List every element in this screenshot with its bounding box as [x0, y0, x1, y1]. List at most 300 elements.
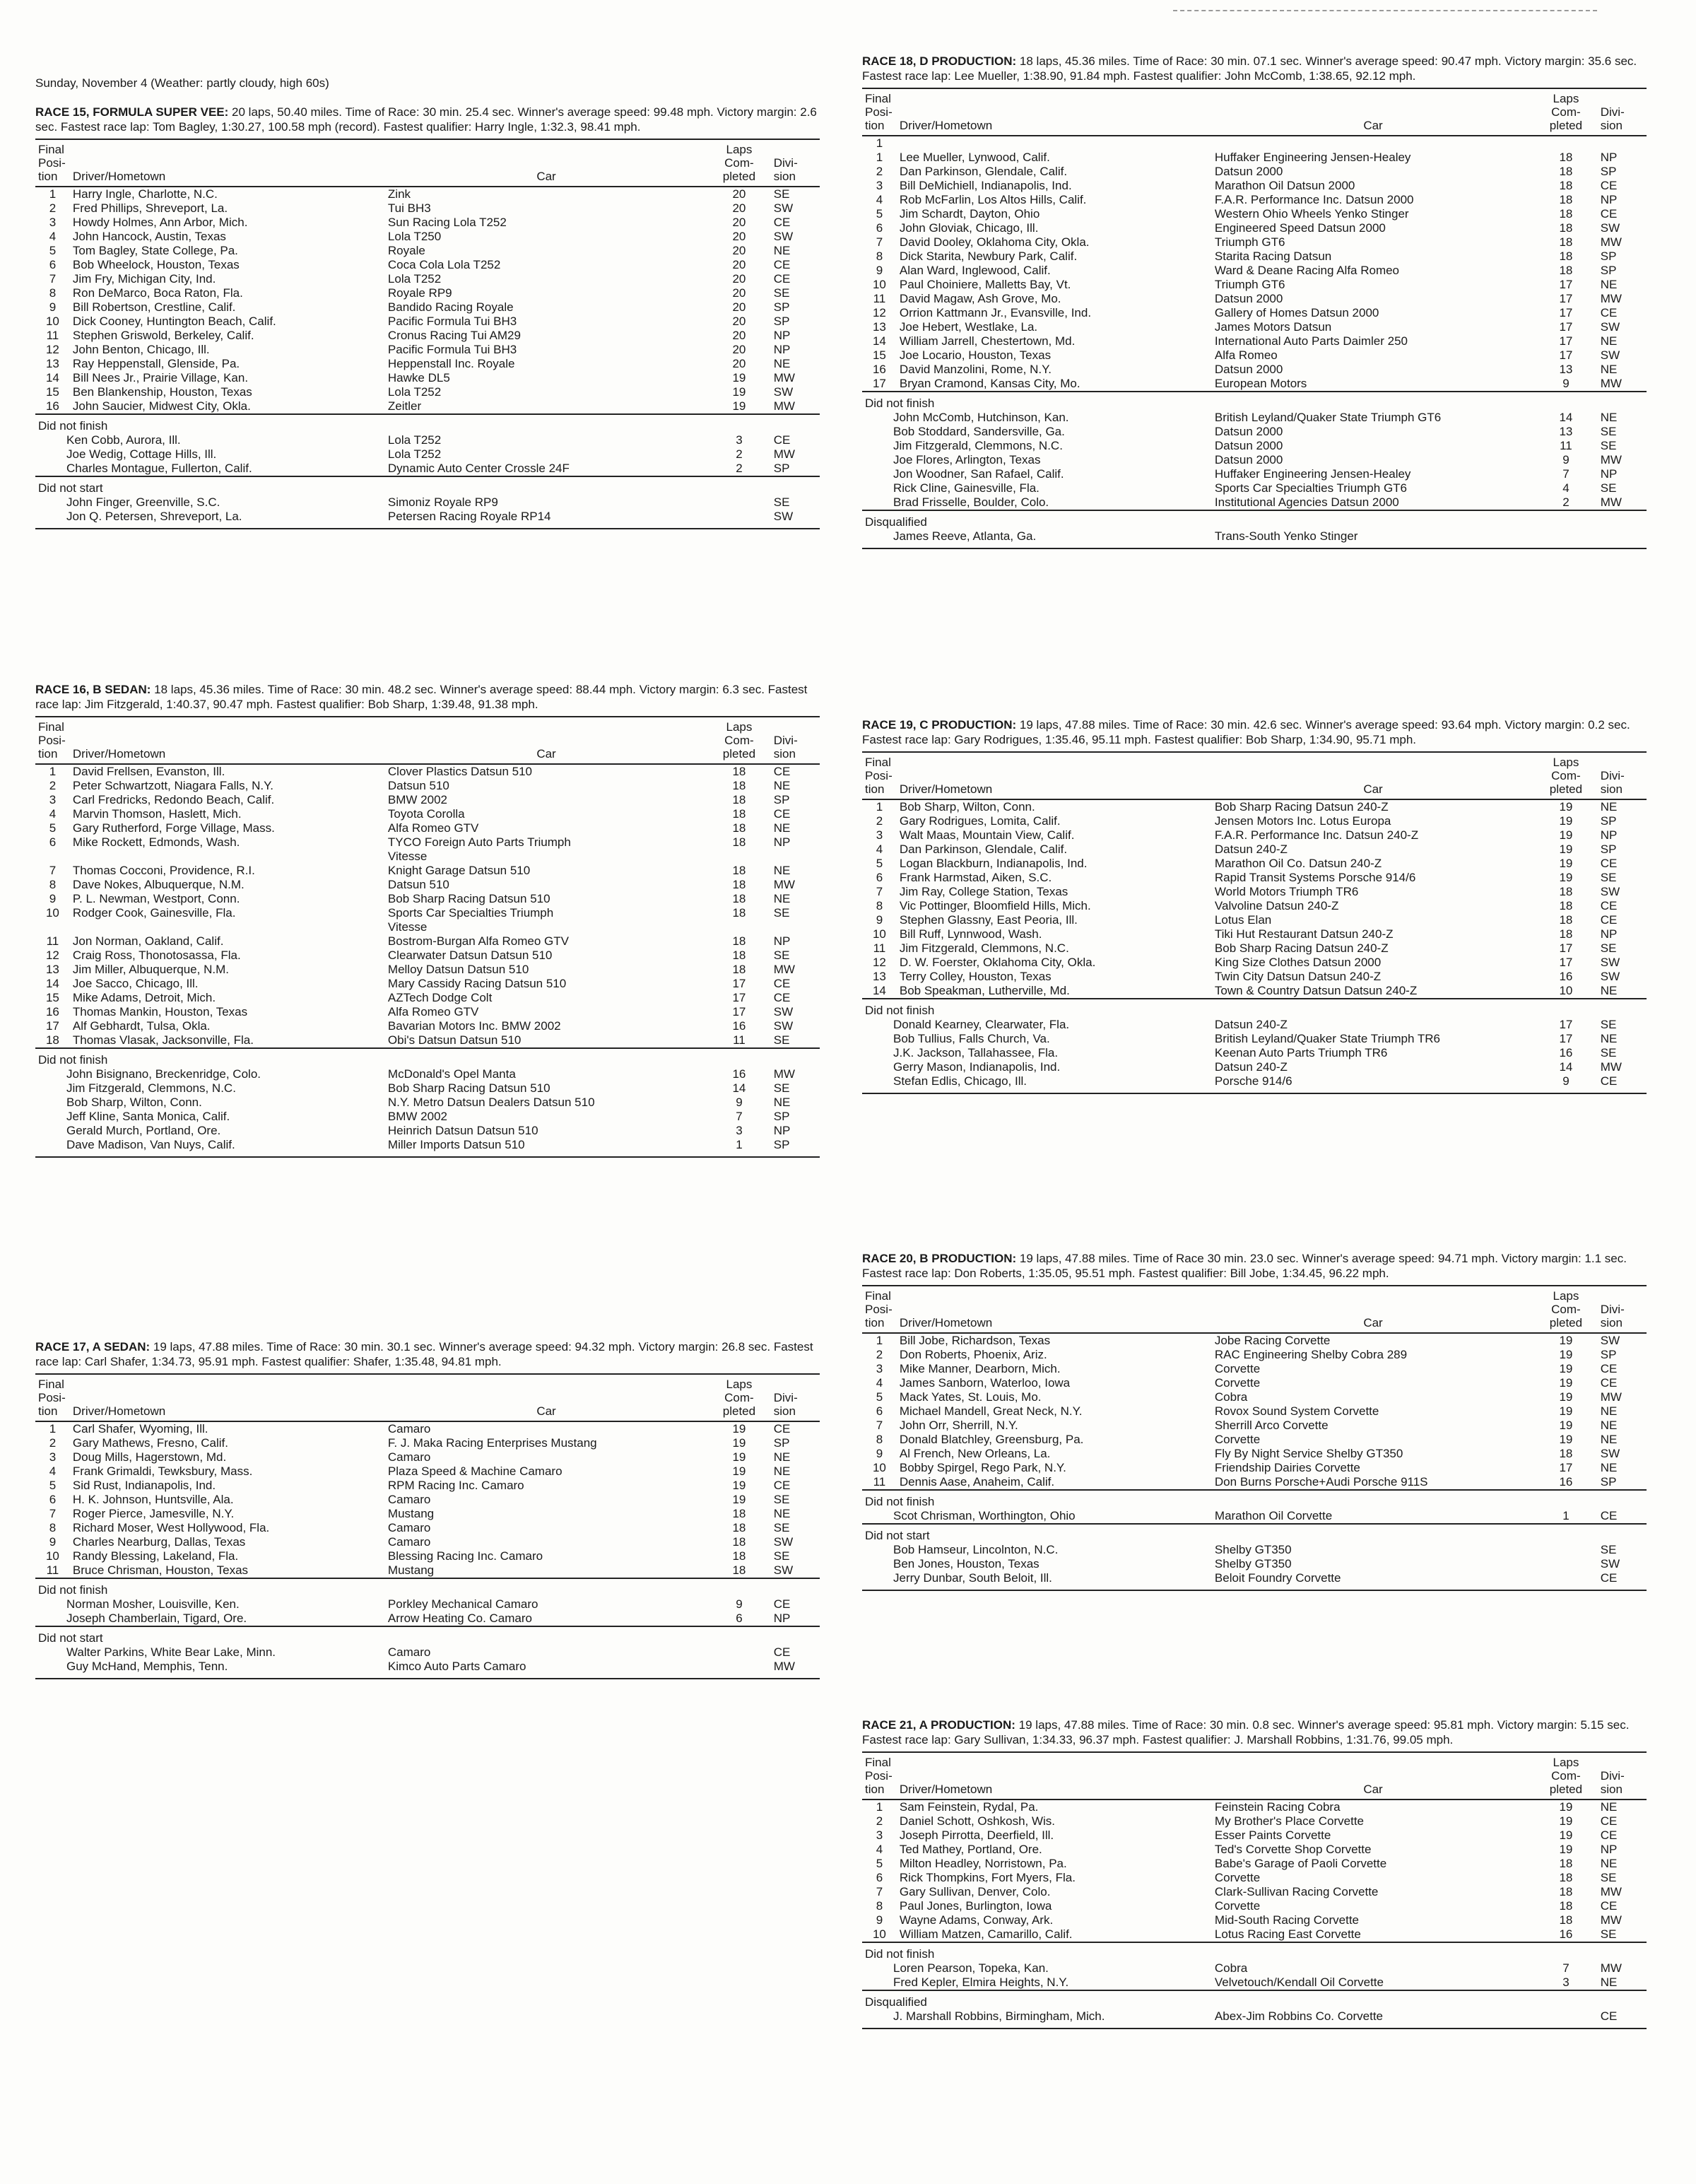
driver-hometown: Charles Nearburg, Dallas, Texas [72, 1535, 246, 1549]
division: MW [1600, 1390, 1622, 1404]
table-row [862, 1032, 1647, 1046]
division: SW [1600, 320, 1620, 334]
finish-position: 9 [49, 892, 57, 905]
laps-completed: 20 [732, 315, 746, 328]
division: CE [1600, 1571, 1618, 1585]
driver-hometown: Bob Wheelock, Houston, Texas [72, 258, 240, 271]
table-row [35, 1464, 820, 1479]
car-name: Datsun 2000 [1214, 425, 1283, 438]
driver-hometown: Jon Woodner, San Rafael, Calif. [893, 467, 1064, 481]
end-rule-cell [35, 524, 820, 529]
car-name: Knight Garage Datsun 510 [387, 864, 531, 877]
division: CE [773, 216, 791, 229]
laps-completed: 18 [732, 906, 746, 920]
table-row [862, 1074, 1647, 1088]
division: CE [1600, 899, 1618, 912]
finish-position: 9 [49, 300, 57, 314]
laps-completed: 9 [1562, 1074, 1570, 1088]
table-row [862, 828, 1647, 843]
laps-completed: 18 [732, 864, 746, 877]
laps-completed: 14 [732, 1081, 746, 1095]
laps-completed: 18 [1559, 1871, 1573, 1884]
laps-completed: 20 [732, 201, 746, 215]
laps-completed: 19 [732, 1436, 746, 1450]
laps-completed [707, 1660, 771, 1674]
division: SE [773, 495, 790, 509]
division: SE [773, 949, 790, 962]
table-row [35, 1081, 820, 1096]
laps-completed: 19 [1559, 1348, 1573, 1361]
laps-completed: 9 [1562, 453, 1570, 466]
laps-completed: 11 [1560, 439, 1572, 452]
driver-header: Driver/Hometown [70, 139, 385, 187]
driver-hometown: Ben Blankenship, Houston, Texas [72, 385, 252, 399]
laps-completed: 19 [732, 385, 746, 399]
division: MW [1600, 235, 1622, 249]
race-block [862, 54, 1647, 549]
driver-hometown: Joe Locario, Houston, Texas [899, 348, 1052, 362]
division-header: Divi- sion [1598, 88, 1647, 136]
laps-completed: 19 [1559, 1390, 1573, 1404]
laps-completed: 17 [732, 977, 746, 990]
division: SE [1600, 425, 1617, 438]
laps-completed: 18 [732, 878, 746, 891]
race-summary: 19 laps, 47.88 miles. Time of Race: 30 min. 0.8 sec. Winner's average speed: 95.81 mph. Victory margin: 5.15 sec. Fastest race lap: Gary Sullivan, 1:34.33, 96.37 mph. Fastest qualifier: J. Marshall Robbins, 1:31.76, 99.05 mph. [862, 1718, 1630, 1746]
driver-hometown: Al French, New Orleans, La. [899, 1447, 1051, 1460]
car-name: My Brother's Place Corvette [1214, 1814, 1365, 1828]
division: NE [773, 821, 791, 835]
table-row [862, 348, 1647, 363]
table-row [862, 1961, 1647, 1975]
driver-hometown: Carl Fredricks, Redondo Beach, Calif. [72, 793, 275, 806]
division: CE [1600, 857, 1618, 870]
division: SE [773, 286, 790, 300]
division: NP [1600, 927, 1618, 941]
table-row [862, 1571, 1647, 1585]
driver-hometown: J.K. Jackson, Tallahassee, Fla. [893, 1046, 1059, 1059]
table-row [35, 272, 820, 286]
driver-hometown: Frank Harmstad, Aiken, S.C. [899, 871, 1052, 884]
division: NE [1600, 1032, 1618, 1045]
division: NE [1600, 984, 1618, 997]
finish-position: 4 [49, 230, 57, 243]
table-row [35, 920, 820, 934]
laps-completed: 18 [732, 1521, 746, 1534]
laps-completed: 17 [1559, 1032, 1573, 1045]
race-header [35, 105, 820, 134]
division: SP [1600, 249, 1617, 263]
table-row [862, 2009, 1647, 2024]
car-name: Royale RP9 [387, 286, 452, 300]
end-rule [862, 544, 1647, 548]
table-row [862, 843, 1647, 857]
finish-position: 12 [872, 956, 886, 969]
finish-position: 11 [46, 1563, 59, 1577]
table-row [35, 764, 820, 779]
laps-completed: 7 [1562, 1961, 1570, 1975]
results-table [35, 716, 820, 1158]
driver-hometown: John McComb, Hutchinson, Kan. [893, 411, 1069, 424]
results-table [862, 1285, 1647, 1591]
laps-completed: 19 [1559, 1433, 1573, 1446]
driver-hometown: John Hancock, Austin, Texas [72, 230, 226, 243]
car-name: Mid-South Racing Corvette [1214, 1913, 1359, 1927]
laps-header: Laps Com- pleted [1534, 1752, 1598, 1800]
header-row [862, 88, 1647, 136]
division: SE [1600, 1046, 1617, 1059]
table-row [862, 453, 1647, 467]
laps-completed: 7 [1562, 467, 1570, 481]
car-name: Starita Racing Datsun [1214, 249, 1332, 263]
results-table-header [35, 717, 820, 764]
car-name: Huffaker Engineering Jensen-Healey [1214, 151, 1411, 164]
car-name: Miller Imports Datsun 510 [387, 1138, 525, 1151]
car-name: Heppenstall Inc. Royale [387, 357, 515, 370]
division: NE [773, 1464, 791, 1478]
car-name: European Motors [1214, 377, 1307, 390]
driver-hometown: Dan Parkinson, Glendale, Calif. [899, 165, 1068, 178]
race-block [862, 1718, 1647, 2029]
division: SP [1600, 1475, 1617, 1489]
section-label: Did not finish [35, 1578, 820, 1597]
driver-hometown: Thomas Vlasak, Jacksonville, Fla. [72, 1033, 254, 1047]
car-name: Camaro [387, 1645, 431, 1659]
division: NE [1600, 1404, 1618, 1418]
finish-position: 18 [45, 1033, 59, 1047]
table-row [862, 249, 1647, 264]
car-name: Institutional Agencies Datsun 2000 [1214, 495, 1399, 509]
results-table-header [862, 1752, 1647, 1800]
driver-hometown: Bruce Chrisman, Houston, Texas [72, 1563, 249, 1577]
laps-completed: 18 [1559, 235, 1573, 249]
driver-hometown: Jim Fitzgerald, Clemmons, N.C. [66, 1081, 236, 1095]
driver-hometown: Brad Frisselle, Boulder, Colo. [893, 495, 1049, 509]
finish-position: 2 [876, 814, 883, 828]
driver-hometown: Paul Jones, Burlington, Iowa [899, 1899, 1052, 1913]
division: CE [1600, 207, 1618, 221]
table-row [35, 329, 820, 343]
division: SW [773, 385, 794, 399]
car-name: Sun Racing Lola T252 [387, 216, 507, 229]
laps-completed: 18 [732, 1549, 746, 1563]
results-table [35, 139, 820, 529]
table-row [35, 793, 820, 807]
car-name: TYCO Foreign Auto Parts Triumph [387, 835, 571, 849]
header-row [35, 139, 820, 187]
driver-hometown: Jim Ray, College Station, Texas [899, 885, 1068, 898]
car-name: Tiki Hut Restaurant Datsun 240-Z [1214, 927, 1394, 941]
finish-position: 10 [45, 1549, 59, 1563]
division: SW [773, 1535, 794, 1549]
division: SP [773, 793, 790, 806]
table-row [35, 1611, 820, 1626]
results-table [862, 88, 1647, 549]
race-summary: 18 laps, 45.36 miles. Time of Race: 30 min. 48.2 sec. Winner's average speed: 88.44 mph. Victory margin: 6.3 sec. Fastest race lap: Jim Fitzgerald, 1:40.37, 90.47 mph. Fastest qualifier: Bob Sharp, 1:39.48, 91.38 mph. [35, 683, 808, 711]
car-name: Bob Sharp Racing Datsun 510 [387, 1081, 550, 1095]
driver-hometown: William Jarrell, Chestertown, Md. [899, 334, 1076, 348]
car-name: Camaro [387, 1493, 431, 1506]
driver-hometown: Gary Rutherford, Forge Village, Mass. [72, 821, 275, 835]
division: CE [773, 1422, 791, 1436]
division: CE [773, 1597, 791, 1611]
table-row [862, 1557, 1647, 1571]
finish-position: 4 [49, 1464, 57, 1478]
laps-completed: 18 [732, 765, 746, 778]
division: NE [1600, 1461, 1618, 1474]
car-name: Lola T252 [387, 447, 442, 461]
finish-position: 4 [876, 843, 883, 856]
finish-position: 6 [49, 835, 57, 849]
laps-completed: 20 [732, 272, 746, 286]
laps-completed: 19 [1559, 1814, 1573, 1828]
car-name: Coca Cola Lola T252 [387, 258, 501, 271]
division: SE [773, 1081, 790, 1095]
laps-completed: 3 [1562, 1975, 1570, 1989]
table-row [35, 230, 820, 244]
table-row [35, 1479, 820, 1493]
division: CE [773, 1479, 791, 1492]
division: SP [1600, 165, 1617, 178]
table-row [35, 949, 820, 963]
car-name: Gallery of Homes Datsun 2000 [1214, 306, 1379, 319]
car-name: Kimco Auto Parts Camaro [387, 1660, 526, 1673]
section-label-row [862, 999, 1647, 1018]
results-table [862, 1751, 1647, 2029]
table-row [35, 1493, 820, 1507]
pos-header: Final Posi- tion [35, 139, 70, 187]
laps-completed: 19 [1559, 814, 1573, 828]
race-summary: 19 laps, 47.88 miles. Time of Race: 30 min. 30.1 sec. Winner's average speed: 94.32 mph. Victory margin: 26.8 sec. Fastest race lap: Carl Shafer, 1:34.73, 95.91 mph. Fastest qualifier: Shafer, 1:35.48, 94.81 mph. [35, 1340, 813, 1368]
car-header: Car [385, 717, 707, 764]
car-name: Porsche 914/6 [1214, 1074, 1292, 1088]
laps-completed: 19 [732, 1493, 746, 1506]
race-header [862, 1718, 1647, 1747]
finish-position: 9 [876, 264, 883, 277]
car-name: Engineered Speed Datsun 2000 [1214, 221, 1386, 235]
race-block [862, 717, 1647, 1094]
table-row [35, 433, 820, 447]
driver-hometown: Fred Phillips, Shreveport, La. [72, 201, 228, 215]
car-name: Arrow Heating Co. Camaro [387, 1611, 532, 1625]
car-name: Corvette [1214, 1362, 1261, 1375]
table-row [862, 913, 1647, 927]
laps-completed: 14 [1559, 1060, 1573, 1074]
division: NE [1600, 1419, 1618, 1432]
division: MW [1600, 1913, 1622, 1927]
driver-header: Driver/Hometown [897, 88, 1212, 136]
car-name: Lola T250 [387, 230, 442, 243]
division: NE [1600, 363, 1618, 376]
table-row [862, 927, 1647, 941]
finish-position: 6 [876, 1404, 883, 1418]
end-rule [35, 524, 820, 529]
race-title: RACE 17, A SEDAN: [35, 1340, 151, 1354]
division: MW [773, 878, 795, 891]
division: NE [1600, 1433, 1618, 1446]
section-label: Did not finish [35, 1048, 820, 1067]
division: NP [773, 343, 791, 356]
division: MW [773, 1067, 795, 1081]
header-row [35, 1374, 820, 1421]
driver-hometown: Lee Mueller, Lynwood, Calif. [899, 151, 1050, 164]
car-name: Velvetouch/Kendall Oil Corvette [1214, 1975, 1384, 1989]
laps-completed: 17 [732, 1005, 746, 1018]
division: NE [773, 779, 791, 792]
car-name: Ted's Corvette Shop Corvette [1214, 1843, 1372, 1856]
laps-completed: 16 [1559, 1475, 1573, 1489]
driver-hometown: Norman Mosher, Louisville, Ken. [66, 1597, 240, 1611]
driver-hometown: Peter Schwartzott, Niagara Falls, N.Y. [72, 779, 273, 792]
division: MW [1600, 292, 1622, 305]
driver-hometown: Dick Starita, Newbury Park, Calif. [899, 249, 1078, 263]
car-name: Marathon Oil Co. Datsun 240-Z [1214, 857, 1382, 870]
car-name: Cronus Racing Tui AM29 [387, 329, 521, 342]
car-name: Ward & Deane Racing Alfa Romeo [1214, 264, 1400, 277]
laps-completed: 19 [732, 1422, 746, 1436]
car-name: Lotus Racing East Corvette [1214, 1927, 1361, 1941]
driver-hometown: John Bisignano, Breckenridge, Colo. [66, 1067, 261, 1081]
driver-hometown: Orrion Kattmann Jr., Evansville, Ind. [899, 306, 1092, 319]
laps-completed: 1 [736, 1138, 743, 1151]
pos-header: Final Posi- tion [862, 1286, 897, 1333]
finish-position: 6 [49, 1493, 57, 1506]
division: SE [773, 1493, 790, 1506]
finish-position: 7 [876, 885, 883, 898]
car-header: Car [1212, 88, 1534, 136]
finish-position: 11 [46, 329, 59, 342]
finish-position: 14 [45, 371, 59, 384]
driver-hometown: Donald Blatchley, Greensburg, Pa. [899, 1433, 1084, 1446]
laps-completed: 18 [1559, 899, 1573, 912]
laps-completed: 14 [1559, 411, 1573, 424]
finish-position: 1 [876, 151, 883, 164]
finish-position: 11 [873, 941, 886, 955]
race-block [35, 682, 820, 1158]
driver-hometown: Bill DeMichiell, Indianapolis, Ind. [899, 179, 1072, 192]
laps-completed: 17 [1559, 1461, 1573, 1474]
laps-completed: 18 [1559, 1913, 1573, 1927]
car-name: Datsun 510 [387, 779, 449, 792]
table-row [35, 1563, 820, 1578]
division: MW [1600, 377, 1622, 390]
driver-hometown: Ron DeMarco, Boca Raton, Fla. [72, 286, 243, 300]
laps-completed: 13 [1559, 425, 1573, 438]
driver-hometown: Jeff Kline, Santa Monica, Calif. [66, 1110, 230, 1123]
division: MW [773, 963, 795, 976]
driver-hometown: Daniel Schott, Oshkosh, Wis. [899, 1814, 1056, 1828]
finish-position: 11 [46, 934, 59, 948]
division: MW [1600, 453, 1622, 466]
division [771, 920, 820, 934]
driver-hometown: Vic Pottinger, Bloomfield Hills, Mich. [899, 899, 1091, 912]
division: CE [1600, 913, 1618, 927]
laps-completed: 20 [732, 329, 746, 342]
finish-position: 2 [876, 1348, 883, 1361]
laps-completed: 17 [1559, 348, 1573, 362]
car-name: Royale [387, 244, 425, 257]
car-name: Corvette [1214, 1376, 1261, 1390]
division-header: Divi- sion [771, 717, 820, 764]
laps-completed: 18 [1559, 913, 1573, 927]
driver-hometown [70, 850, 385, 864]
driver-hometown: H. K. Johnson, Huntsville, Ala. [72, 1493, 234, 1506]
table-row [35, 1033, 820, 1048]
table-row [35, 906, 820, 920]
division: SW [773, 1019, 794, 1033]
laps-completed: 18 [732, 1507, 746, 1520]
car-name: Friendship Dairies Corvette [1214, 1461, 1360, 1474]
laps-header: Laps Com- pleted [1534, 88, 1598, 136]
car-name: Vitesse [387, 850, 428, 863]
driver-hometown: Bob Speakman, Lutherville, Md. [899, 984, 1070, 997]
driver-hometown: William Matzen, Camarillo, Calif. [899, 1927, 1073, 1941]
car-name: Blessing Racing Inc. Camaro [387, 1549, 543, 1563]
finish-position: 15 [45, 385, 59, 399]
driver-hometown: Gary Rodrigues, Lomita, Calif. [899, 814, 1061, 828]
laps-completed: 19 [1559, 1334, 1573, 1347]
finish-position: 17 [872, 377, 886, 390]
table-row [862, 1447, 1647, 1461]
car-name: Lola T252 [387, 272, 442, 286]
laps-completed: 18 [732, 821, 746, 835]
table-row [862, 1899, 1647, 1913]
results-table [35, 1373, 820, 1679]
table-row [35, 462, 820, 476]
division: SE [773, 906, 790, 920]
table-row [862, 1857, 1647, 1871]
laps-completed: 6 [736, 1611, 743, 1625]
car-name: Datsun 2000 [1214, 453, 1283, 466]
division: SW [773, 1563, 794, 1577]
division: SW [1600, 956, 1620, 969]
division: SW [1600, 970, 1620, 983]
laps-completed: 1 [1562, 1509, 1570, 1522]
car-name: McDonald's Opel Manta [387, 1067, 516, 1081]
division: SP [1600, 264, 1617, 277]
driver-hometown: J. Marshall Robbins, Birmingham, Mich. [893, 2009, 1105, 2023]
division: CE [1600, 1074, 1618, 1088]
finish-position: 4 [49, 807, 57, 821]
finish-position: 1 [876, 1334, 883, 1347]
table-row [862, 264, 1647, 278]
table-row [862, 1390, 1647, 1404]
table-row [35, 1096, 820, 1110]
header-row [862, 1286, 1647, 1333]
driver-hometown: James Sanborn, Waterloo, Iowa [899, 1376, 1071, 1390]
table-row [862, 899, 1647, 913]
finish-position: 3 [49, 793, 57, 806]
car-name: Bandido Racing Royale [387, 300, 514, 314]
end-rule-cell [35, 1152, 820, 1157]
laps-completed: 19 [732, 399, 746, 413]
race-header [862, 54, 1647, 83]
table-row [35, 1019, 820, 1033]
finish-position: 1 [876, 1800, 883, 1814]
race-block [862, 1251, 1647, 1591]
finish-position [35, 850, 70, 864]
table-row [862, 235, 1647, 249]
division: SP [773, 1138, 790, 1151]
car-name: Sports Car Specialties Triumph GT6 [1214, 481, 1408, 495]
laps-completed: 3 [736, 1124, 743, 1137]
driver-hometown: Jerry Dunbar, South Beloit, Ill. [893, 1571, 1052, 1585]
finish-position: 9 [876, 913, 883, 927]
finish-position: 12 [45, 949, 59, 962]
finish-position: 1 [49, 187, 57, 201]
results-body [862, 1333, 1647, 1590]
driver-hometown: Dick Cooney, Huntington Beach, Calif. [72, 315, 276, 328]
division: NP [773, 1124, 791, 1137]
